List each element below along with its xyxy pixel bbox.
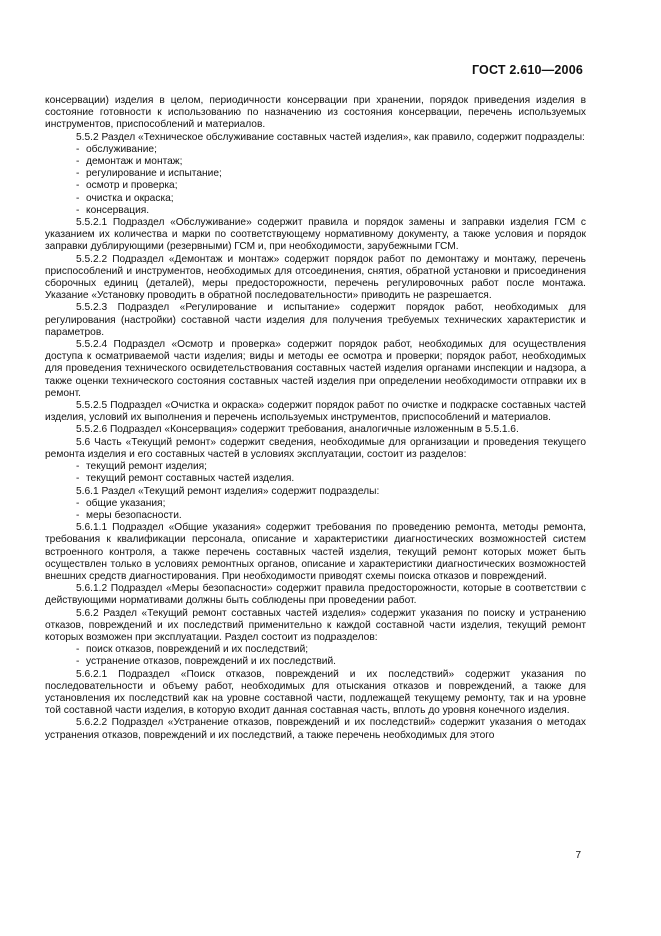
paragraph: 5.5.2.4 Подраздел «Осмотр и проверка» содержит порядок работ, необходимых для осуществления доступа к осматриваемой части изделия; виды и методы ее осмотра и проверки; порядок работ, необходимых для проведения технического освидетельствования составных частей изделия органами инспекции и надзора, а также оценки технического состояния составных частей изделия при определении необходимости отправки их в ремонт. <box>45 339 586 399</box>
paragraph: 5.5.2 Раздел «Техническое обслуживание составных частей изделия», как правило, содержит подразделы: <box>76 131 585 143</box>
list-item: - демонтаж и монтаж; <box>45 156 586 168</box>
dash-list <box>45 644 586 668</box>
paragraph: 5.6.1 Раздел «Текущий ремонт изделия» содержит подразделы: <box>76 485 380 497</box>
paragraph: консервации) изделия в целом, периодичности консервации при хранении, порядок приведения изделия в состояние готовности к использованию по назначению из состояния консервации, перечень используемых инструментов, приспособлений и материалов. <box>45 95 586 131</box>
list-item: - регулирование и испытание; <box>45 168 586 180</box>
list-item: - консервация. <box>45 205 586 217</box>
paragraph: 5.6.2 Раздел «Текущий ремонт составных частей изделия» содержит указания по поиску и устранению отказов, повреждений и их последствий применительно к каждой составной части изделия, текущий ремонт которых возможен при эксплуатации. Раздел состоит из подразделов: <box>45 607 586 643</box>
paragraph: 5.6.2.1 Подраздел «Поиск отказов, повреждений и их последствий» содержит указания по последовательности и объему работ, необходимых для отыскания отказов и повреждений, а также для установления их последствий как на уровне составной части, подлежащей текущему ремонту, так и на уровне той составной части изделия, в которую входит данная составная часть, вплоть до уровня конечного изделия. <box>45 668 586 717</box>
paragraph: 5.6 Часть «Текущий ремонт» содержит сведения, необходимые для организации и проведения текущего ремонта изделия и его составных частей в условиях эксплуатации, состоит из разделов: <box>45 436 586 460</box>
list-item: - меры безопасности. <box>45 510 586 522</box>
list-item: - общие указания; <box>45 498 586 510</box>
document-header: ГОСТ 2.610—2006 <box>471 63 583 77</box>
paragraph: 5.5.2.5 Подраздел «Очистка и окраска» содержит порядок работ по очистке и подкраске составных частей изделия, условий их выполнения и перечень используемых инструментов, приспособлений и материалов. <box>45 400 586 424</box>
page-number: 7 <box>575 850 581 861</box>
list-item: - поиск отказов, повреждений и их последствий; <box>45 644 586 656</box>
paragraph: 5.6.1.1 Подраздел «Общие указания» содержит требования по проведению ремонта, методы ремонта, требования к квалификации персонала, описание и характеристики диагностических возможностей систем встроенного контроля, а также перечень составных частей изделия, текущий ремонт которых может быть осуществлен только в условиях ремонтных органов, описание и характеристики диагностических возможностей внешних средств диагностирования. При необходимости приводят схемы поиска отказов и повреждений. <box>45 522 586 582</box>
document-body <box>45 95 586 742</box>
paragraph: 5.6.2.2 Подраздел «Устранение отказов, повреждений и их последствий» содержит указания о методах устранения отказов, повреждений и их последствий, а также перечень необходимых для этого <box>45 717 586 741</box>
list-item: - очистка и окраска; <box>45 193 586 205</box>
dash-list <box>45 461 586 485</box>
dash-list <box>45 498 586 522</box>
dash-list <box>45 144 586 217</box>
list-item: - обслуживание; <box>45 144 586 156</box>
paragraph: 5.5.2.6 Подраздел «Консервация» содержит требования, аналогичные изложенным в 5.5.1.6. <box>76 424 519 436</box>
list-item: - устранение отказов, повреждений и их последствий. <box>45 656 586 668</box>
paragraph: 5.6.1.2 Подраздел «Меры безопасности» содержит правила предосторожности, которые в соответствии с действующими нормативами должны быть соблюдены при проведении работ. <box>45 583 586 607</box>
paragraph: 5.5.2.1 Подраздел «Обслуживание» содержит правила и порядок замены и заправки изделия ГСМ с указанием их количества и марки по соответствующему нормативному документу, а также условия и порядок заправки дублирующими (резервными) ГСМ и, при необходимости, зарубежными ГСМ. <box>45 217 586 253</box>
list-item: - осмотр и проверка; <box>45 180 586 192</box>
list-item: - текущий ремонт составных частей изделия. <box>45 473 586 485</box>
list-item: - текущий ремонт изделия; <box>45 461 586 473</box>
paragraph: 5.5.2.3 Подраздел «Регулирование и испытание» содержит порядок работ, необходимых для регулирования (настройки) составной части изделия для получения требуемых технических характеристик и параметров. <box>45 302 586 338</box>
paragraph: 5.5.2.2 Подраздел «Демонтаж и монтаж» содержит порядок работ по демонтажу и монтажу, перечень приспособлений и инструментов, необходимых для отсоединения, снятия, обратной установки и присоединения сборочных единиц (деталей), меры предосторожности, перечень регулировочных работ после монтажа. Указание «Установку проводить в обратной последовательности» приводить не разрешается. <box>45 253 586 302</box>
